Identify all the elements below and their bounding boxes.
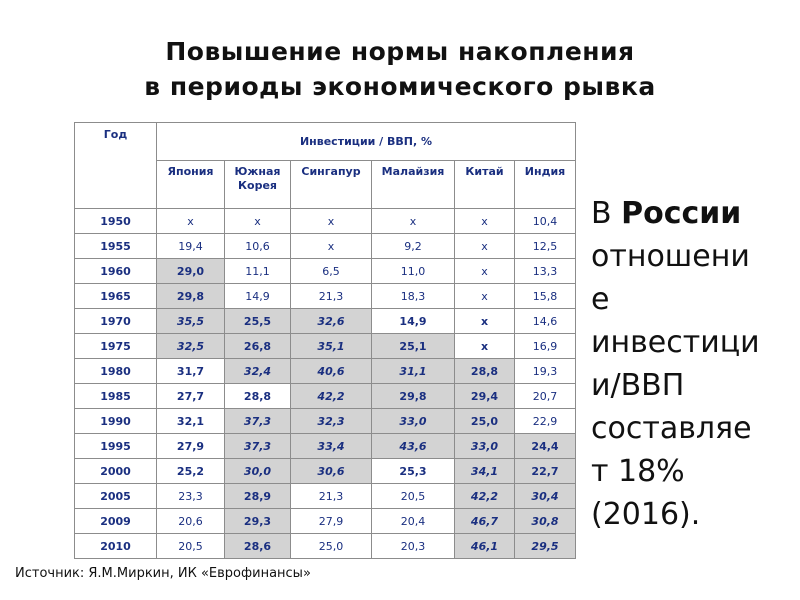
year-cell: 1965 <box>75 284 157 309</box>
value-cell: 27,9 <box>157 434 225 459</box>
source-caption: Источник: Я.М.Миркин, ИК «Еврофинансы» <box>15 566 311 581</box>
value-cell: 12,5 <box>515 234 576 259</box>
value-cell: 43,6 <box>372 434 455 459</box>
value-cell: 46,1 <box>455 534 515 559</box>
value-cell: x <box>455 259 515 284</box>
value-cell: 29,0 <box>157 259 225 284</box>
value-cell: 29,5 <box>515 534 576 559</box>
value-cell: 29,8 <box>372 384 455 409</box>
table-row <box>75 509 576 534</box>
russia-note-line-1 <box>591 192 781 235</box>
value-cell: 37,3 <box>225 434 291 459</box>
value-cell: x <box>225 209 291 234</box>
value-cell: 14,9 <box>372 309 455 334</box>
country-header: Япония <box>157 161 225 209</box>
russia-note-line-8: (2016). <box>591 497 701 532</box>
value-cell: 13,3 <box>515 259 576 284</box>
value-cell: 10,6 <box>225 234 291 259</box>
value-cell: 19,3 <box>515 359 576 384</box>
slide-title-line-1: Повышение нормы накопления <box>165 37 635 66</box>
value-cell: 20,5 <box>157 534 225 559</box>
table-row <box>75 259 576 284</box>
table-row <box>75 484 576 509</box>
russia-note <box>591 192 781 536</box>
value-cell: 42,2 <box>291 384 372 409</box>
value-cell: 11,0 <box>372 259 455 284</box>
table-body <box>75 209 576 559</box>
value-cell: 22,7 <box>515 459 576 484</box>
russia-note-line-7: т 18% <box>591 454 685 489</box>
value-cell: 14,6 <box>515 309 576 334</box>
value-cell: 14,9 <box>225 284 291 309</box>
value-cell: 29,3 <box>225 509 291 534</box>
value-cell: 35,1 <box>291 334 372 359</box>
value-cell: 31,7 <box>157 359 225 384</box>
russia-note-line-4: инвестици <box>591 325 760 360</box>
year-cell: 1990 <box>75 409 157 434</box>
country-header: Малайзия <box>372 161 455 209</box>
value-cell: 30,8 <box>515 509 576 534</box>
russia-note-line-5: и/ВВП <box>591 368 685 403</box>
value-cell: 10,4 <box>515 209 576 234</box>
value-cell: x <box>455 209 515 234</box>
value-cell: 20,4 <box>372 509 455 534</box>
value-cell: 32,3 <box>291 409 372 434</box>
russia-note-line-3: е <box>591 282 610 317</box>
value-cell: 28,6 <box>225 534 291 559</box>
year-cell: 1995 <box>75 434 157 459</box>
value-cell: 20,3 <box>372 534 455 559</box>
year-cell: 1955 <box>75 234 157 259</box>
table-row <box>75 434 576 459</box>
value-cell: 25,2 <box>157 459 225 484</box>
table-row <box>75 459 576 484</box>
table-row <box>75 334 576 359</box>
value-cell: 46,7 <box>455 509 515 534</box>
value-cell: 15,8 <box>515 284 576 309</box>
value-cell: 30,4 <box>515 484 576 509</box>
year-cell: 1970 <box>75 309 157 334</box>
value-cell: x <box>455 334 515 359</box>
value-cell: 32,1 <box>157 409 225 434</box>
table-row <box>75 359 576 384</box>
year-cell: 2005 <box>75 484 157 509</box>
value-cell: 20,7 <box>515 384 576 409</box>
slide-title-line-2: в периоды экономического рывка <box>144 72 656 101</box>
value-cell: x <box>372 209 455 234</box>
russia-note-line-2: отношени <box>591 239 750 274</box>
russia-note-line-6: составляе <box>591 411 752 446</box>
value-cell: 31,1 <box>372 359 455 384</box>
year-cell: 2000 <box>75 459 157 484</box>
value-cell: x <box>455 234 515 259</box>
value-cell: 32,6 <box>291 309 372 334</box>
year-cell: 1980 <box>75 359 157 384</box>
value-cell: 25,0 <box>455 409 515 434</box>
country-header: Сингапур <box>291 161 372 209</box>
value-cell: x <box>455 284 515 309</box>
value-cell: 28,8 <box>455 359 515 384</box>
country-header: Индия <box>515 161 576 209</box>
value-cell: 11,1 <box>225 259 291 284</box>
value-cell: 19,4 <box>157 234 225 259</box>
table-row <box>75 384 576 409</box>
value-cell: 6,5 <box>291 259 372 284</box>
russia-note-country: России <box>621 196 742 231</box>
value-cell: 34,1 <box>455 459 515 484</box>
year-column-header: Год <box>75 123 157 209</box>
value-cell: 28,8 <box>225 384 291 409</box>
value-cell: x <box>455 309 515 334</box>
table-row <box>75 534 576 559</box>
value-cell: 40,6 <box>291 359 372 384</box>
value-cell: 20,5 <box>372 484 455 509</box>
value-cell: 20,6 <box>157 509 225 534</box>
table-row <box>75 209 576 234</box>
value-cell: 42,2 <box>455 484 515 509</box>
value-cell: 33,0 <box>372 409 455 434</box>
value-cell: 29,8 <box>157 284 225 309</box>
value-cell: 32,4 <box>225 359 291 384</box>
year-cell: 1985 <box>75 384 157 409</box>
country-header: Китай <box>455 161 515 209</box>
value-cell: x <box>291 209 372 234</box>
value-cell: 21,3 <box>291 284 372 309</box>
value-cell: 23,3 <box>157 484 225 509</box>
value-cell: 29,4 <box>455 384 515 409</box>
value-cell: 28,9 <box>225 484 291 509</box>
value-cell: 33,0 <box>455 434 515 459</box>
value-cell: 33,4 <box>291 434 372 459</box>
investment-gdp-table <box>74 122 576 559</box>
investment-gdp-header: Инвестиции / ВВП, % <box>157 123 576 161</box>
value-cell: 37,3 <box>225 409 291 434</box>
value-cell: 18,3 <box>372 284 455 309</box>
table-row <box>75 234 576 259</box>
value-cell: 25,3 <box>372 459 455 484</box>
value-cell: 22,9 <box>515 409 576 434</box>
table-row <box>75 409 576 434</box>
year-cell: 2010 <box>75 534 157 559</box>
value-cell: 27,7 <box>157 384 225 409</box>
year-cell: 1960 <box>75 259 157 284</box>
value-cell: x <box>157 209 225 234</box>
value-cell: 35,5 <box>157 309 225 334</box>
value-cell: 24,4 <box>515 434 576 459</box>
value-cell: 26,8 <box>225 334 291 359</box>
country-header: Южная Корея <box>225 161 291 209</box>
russia-note-prefix: В <box>591 196 622 231</box>
slide-title <box>0 34 800 104</box>
table-row <box>75 309 576 334</box>
value-cell: 25,1 <box>372 334 455 359</box>
value-cell: 27,9 <box>291 509 372 534</box>
value-cell: 16,9 <box>515 334 576 359</box>
value-cell: 21,3 <box>291 484 372 509</box>
value-cell: 32,5 <box>157 334 225 359</box>
value-cell: 25,5 <box>225 309 291 334</box>
value-cell: x <box>291 234 372 259</box>
year-cell: 2009 <box>75 509 157 534</box>
year-cell: 1950 <box>75 209 157 234</box>
table-row <box>75 284 576 309</box>
year-cell: 1975 <box>75 334 157 359</box>
value-cell: 9,2 <box>372 234 455 259</box>
value-cell: 25,0 <box>291 534 372 559</box>
value-cell: 30,6 <box>291 459 372 484</box>
value-cell: 30,0 <box>225 459 291 484</box>
